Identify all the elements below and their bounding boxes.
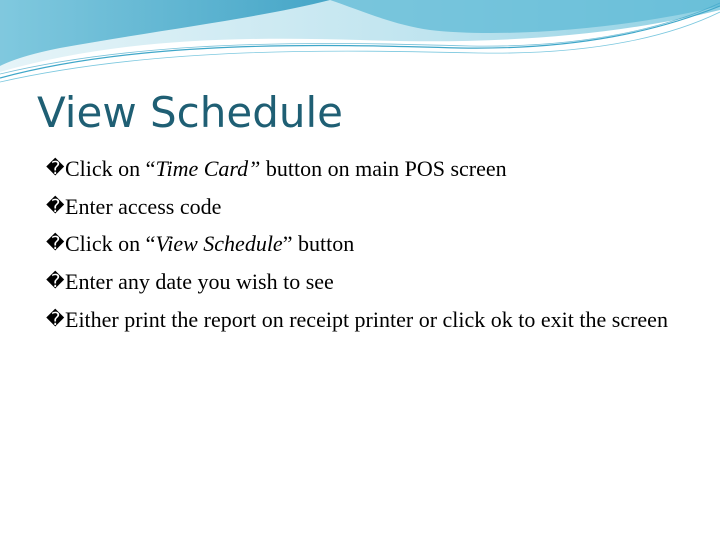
bullet-text: button on main POS screen [260,156,507,181]
bullet-text: Enter any date you wish to see [65,268,334,294]
bullet-glyph-icon: � [46,309,65,330]
bullet-text: Enter access code [65,193,222,219]
bullet-item [46,230,706,258]
bullet-text: ” button [282,231,355,256]
bullet-glyph-icon: � [46,158,65,179]
bullet-glyph-icon: � [46,270,65,292]
bullet-item [46,155,706,183]
bullet-glyph-icon: � [46,233,65,254]
bullet-text: Click on “ [65,156,156,181]
bullet-list [46,155,706,345]
bullet-item [46,193,706,221]
bullet-emphasis: View Schedule [155,231,283,256]
bullet-item [46,268,706,296]
bullet-item [46,305,706,335]
slide-title: View Schedule [37,88,344,137]
bullet-glyph-icon: � [46,195,65,217]
bullet-emphasis: Time Card” [155,156,261,181]
bullet-text: Either print the report on receipt printer or click ok to exit the screen [65,307,668,332]
header-wave-decoration [0,0,720,90]
bullet-text: Click on “ [65,231,156,256]
